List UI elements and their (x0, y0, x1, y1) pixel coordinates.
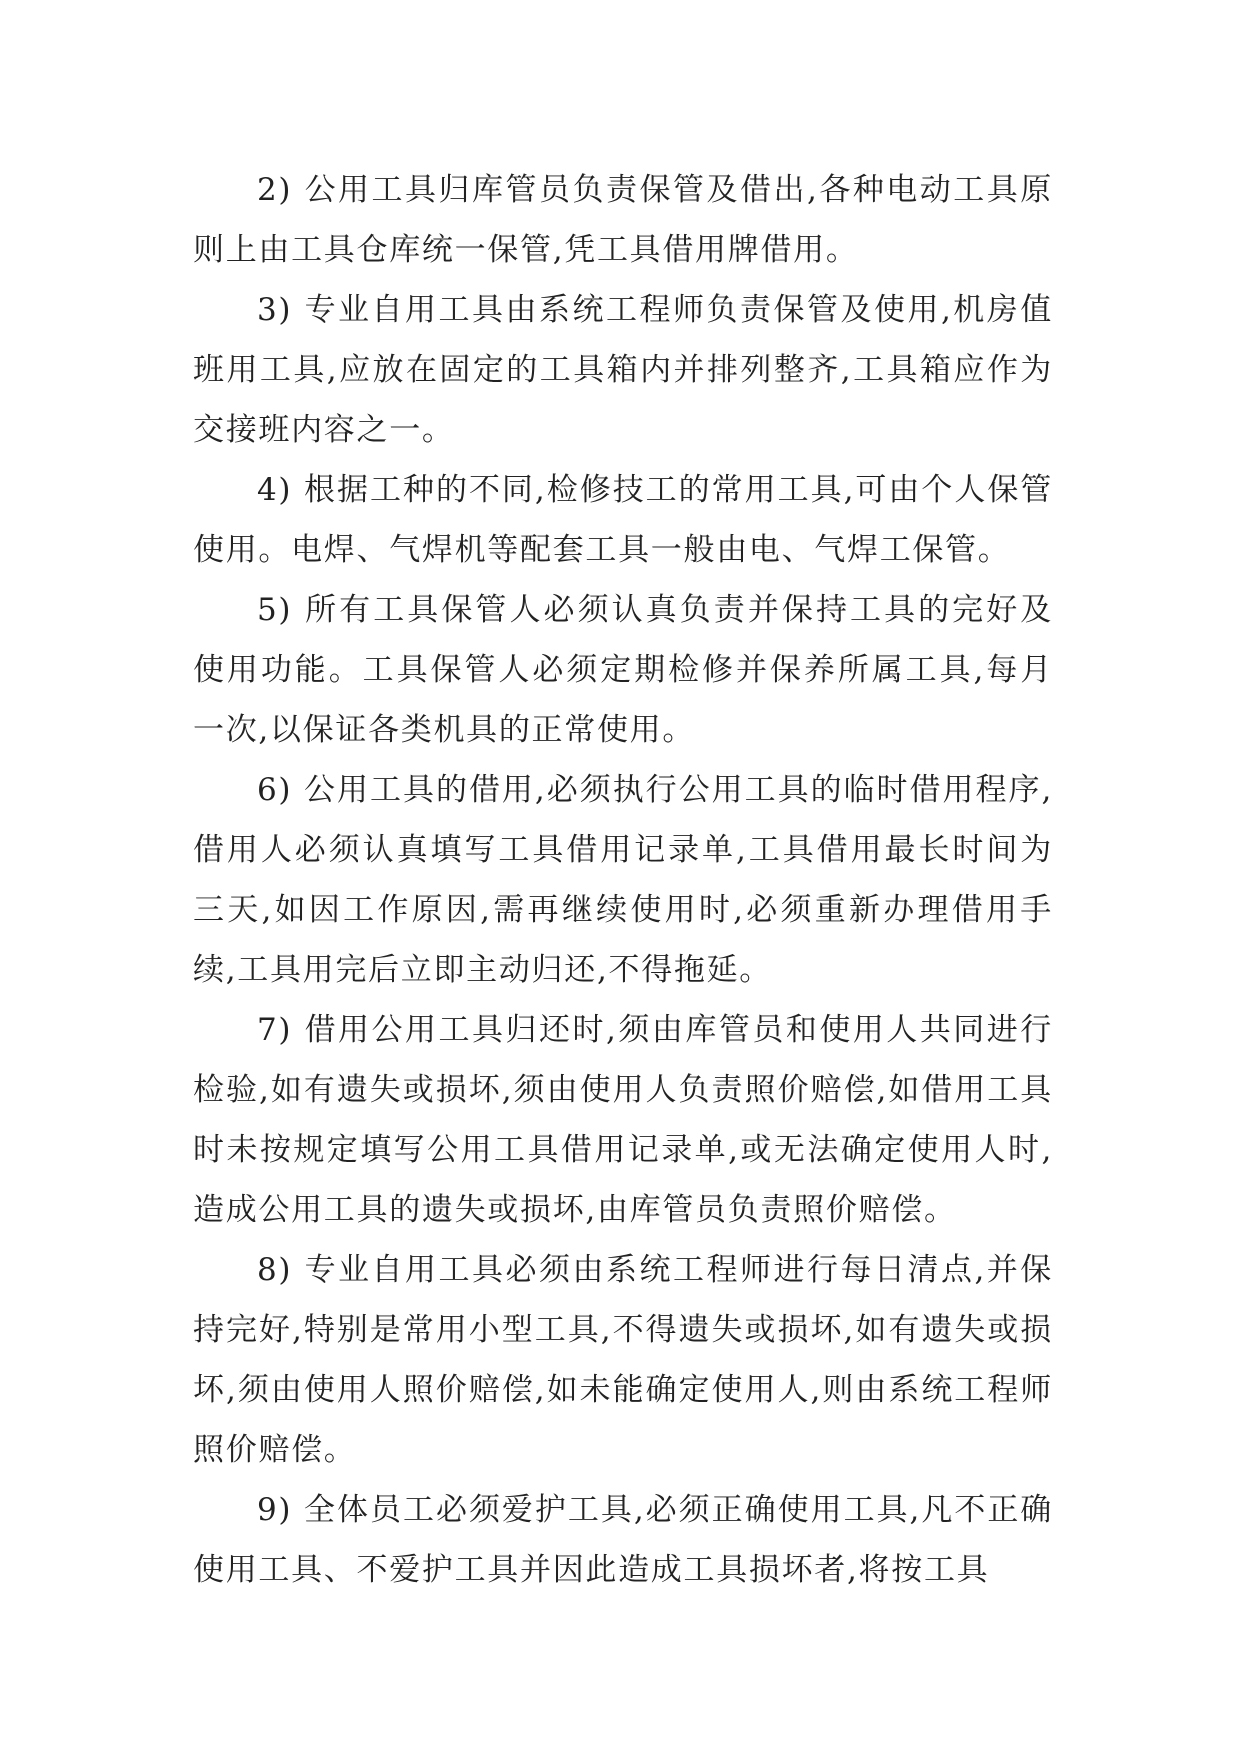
paragraph-4: 4) 根据工种的不同,检修技工的常用工具,可由个人保管使用。电焊、气焊机等配套工具一般由电、气焊工保管。 (193, 472, 1053, 568)
paragraph-2: 2) 公用工具归库管员负责保管及借出,各种电动工具原则上由工具仓库统一保管,凭工具借用牌借用。 (193, 172, 1053, 268)
document-body (193, 160, 1053, 1600)
paragraph-7: 7) 借用公用工具归还时,须由库管员和使用人共同进行检验,如有遗失或损坏,须由使用人负责照价赔偿,如借用工具时未按规定填写公用工具借用记录单,或无法确定使用人时,造成公用工具的遗失或损坏,由库管员负责照价赔偿。 (193, 1012, 1053, 1228)
paragraph-5: 5) 所有工具保管人必须认真负责并保持工具的完好及使用功能。工具保管人必须定期检修并保养所属工具,每月一次,以保证各类机具的正常使用。 (193, 592, 1053, 748)
paragraph-9: 9) 全体员工必须爱护工具,必须正确使用工具,凡不正确使用工具、不爱护工具并因此造成工具损坏者,将按工具 (193, 1492, 1053, 1588)
paragraph-3: 3) 专业自用工具由系统工程师负责保管及使用,机房值班用工具,应放在固定的工具箱内并排列整齐,工具箱应作为交接班内容之一。 (193, 292, 1053, 448)
paragraph-8: 8) 专业自用工具必须由系统工程师进行每日清点,并保持完好,特别是常用小型工具,不得遗失或损坏,如有遗失或损坏,须由使用人照价赔偿,如未能确定使用人,则由系统工程师照价赔偿。 (193, 1252, 1053, 1468)
paragraph-6: 6) 公用工具的借用,必须执行公用工具的临时借用程序,借用人必须认真填写工具借用记录单,工具借用最长时间为三天,如因工作原因,需再继续使用时,必须重新办理借用手续,工具用完后立即主动归还,不得拖延。 (193, 772, 1053, 988)
